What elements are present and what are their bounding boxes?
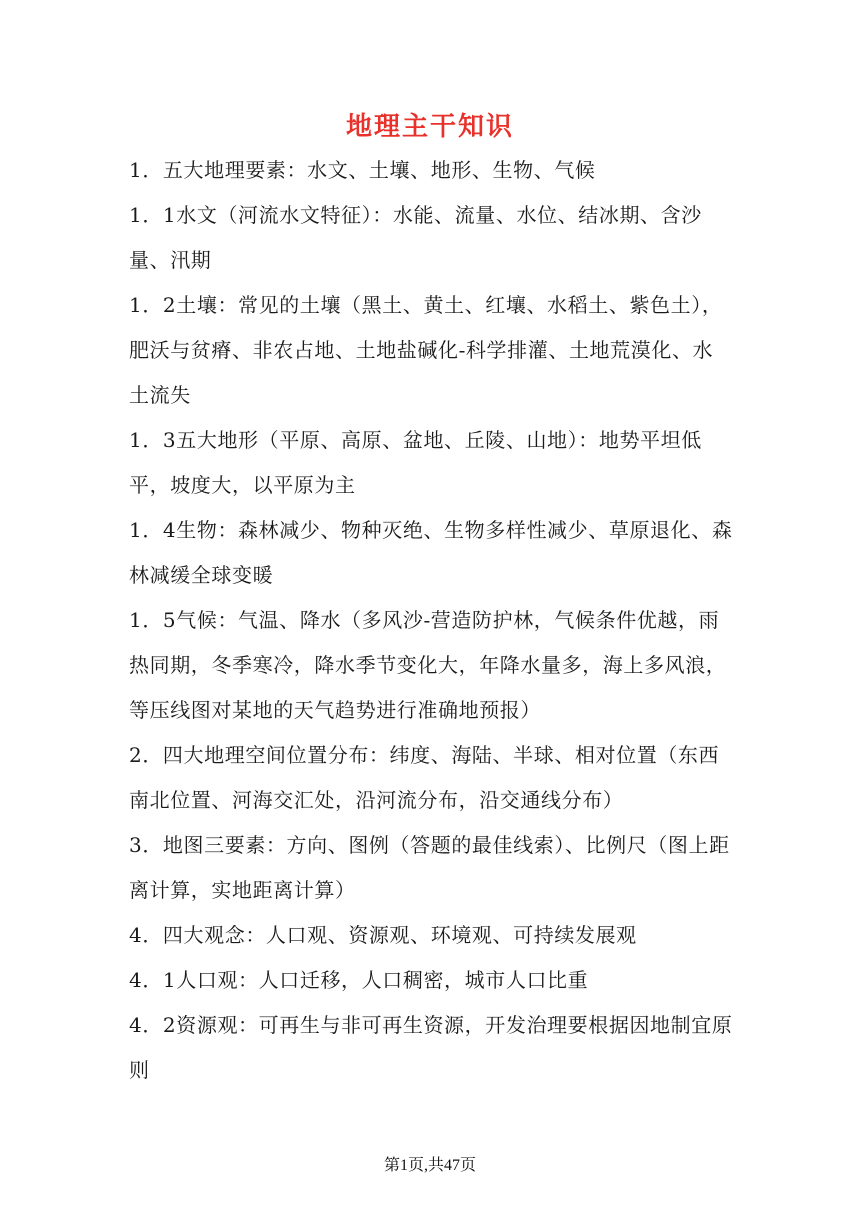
paragraph-1-3: 1．3五大地形（平原、高原、盆地、丘陵、山地）：地势平坦低平，坡度大，以平原为主 <box>129 428 702 497</box>
document-title: 地理主干知识 <box>345 112 514 142</box>
document-body <box>129 148 733 1093</box>
paragraph-1-4: 1．4生物：森林减少、物种灭绝、生物多样性减少、草原退化、森林减缓全球变暖 <box>129 518 733 587</box>
paragraph-1-5: 1．5气候：气温、降水（多风沙-营造防护林，气候条件优越，雨热同期，冬季寒冷，降水季节变化大，年降水量多，海上多风浪，等压线图对某地的天气趋势进行准确地预报） <box>129 608 727 722</box>
paragraph-4-2: 4．2资源观：可再生与非可再生资源，开发治理要根据因地制宜原则 <box>129 1013 733 1082</box>
paragraph-1: 1．五大地理要素：水文、土壤、地形、生物、气候 <box>129 158 596 182</box>
paragraph-3: 3．地图三要素：方向、图例（答题的最佳线索）、比例尺（图上距离计算，实地距离计算） <box>129 833 730 902</box>
paragraph-4: 4．四大观念：人口观、资源观、环境观、可持续发展观 <box>129 923 637 947</box>
paragraph-2: 2．四大地理空间位置分布：纬度、海陆、半球、相对位置（东西南北位置、河海交汇处，沿河流分布，沿交通线分布） <box>129 743 720 812</box>
paragraph-4-1: 4．1人口观：人口迁移，人口稠密，城市人口比重 <box>129 968 589 992</box>
paragraph-1-1: 1．1水文（河流水文特征）：水能、流量、水位、结冰期、含沙量、汛期 <box>129 203 702 272</box>
page-number-footer: 第1页,共47页 <box>383 1157 476 1174</box>
paragraph-1-2: 1．2土壤：常见的土壤（黑土、黄土、红壤、水稻土、紫色土），肥沃与贫瘠、非农占地、土地盐碱化-科学排灌、土地荒漠化、水土流失 <box>129 293 723 407</box>
